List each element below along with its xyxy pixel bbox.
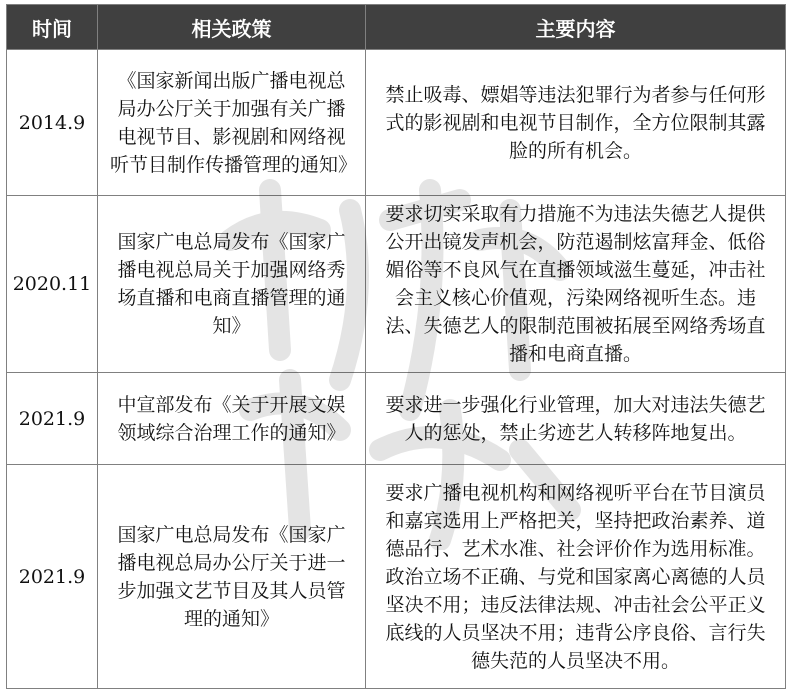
row-policy: 《国家新闻出版广播电视总局办公厅关于加强有关广播电视节目、影视剧和网络视听节目制作传播管理的通知》 [98, 50, 366, 196]
row-content: 要求进一步强化行业管理，加大对违法失德艺人的惩处，禁止劣迹艺人转移阵地复出。 [366, 373, 786, 465]
header-policy: 相关政策 [98, 5, 366, 50]
row-policy: 国家广电总局发布《国家广播电视总局关于加强网络秀场直播和电商直播管理的通知》 [98, 196, 366, 373]
row-policy: 国家广电总局发布《国家广播电视总局办公厅关于进一步加强文艺节目及其人员管理的通知》 [98, 465, 366, 689]
table-row [7, 50, 786, 196]
table-header-row [7, 5, 786, 50]
row-time: 2020.11 [7, 196, 98, 373]
table-row [7, 465, 786, 689]
policy-table [6, 4, 786, 689]
row-content: 要求广播电视机构和网络视听平台在节目演员和嘉宾选用上严格把关，坚持把政治素养、道德品行、艺术水准、社会评价作为选用标准。政治立场不正确、与党和国家离心离德的人员坚决不用；违反法律法规、冲击社会公平正义底线的人员坚决不用；违背公序良俗、言行失德失范的人员坚决不用。 [366, 465, 786, 689]
row-policy: 中宣部发布《关于开展文娱领域综合治理工作的通知》 [98, 373, 366, 465]
header-content: 主要内容 [366, 5, 786, 50]
row-time: 2021.9 [7, 373, 98, 465]
table-row [7, 196, 786, 373]
row-time: 2021.9 [7, 465, 98, 689]
table-row [7, 373, 786, 465]
header-time: 时间 [7, 5, 98, 50]
row-time: 2014.9 [7, 50, 98, 196]
row-content: 要求切实采取有力措施不为违法失德艺人提供公开出镜发声机会，防范遏制炫富拜金、低俗媚俗等不良风气在直播领域滋生蔓延，冲击社会主义核心价值观，污染网络视听生态。违法、失德艺人的限制范围被拓展至网络秀场直播和电商直播。 [366, 196, 786, 373]
row-content: 禁止吸毒、嫖娼等违法犯罪行为者参与任何形式的影视剧和电视节目制作，全方位限制其露脸的所有机会。 [366, 50, 786, 196]
